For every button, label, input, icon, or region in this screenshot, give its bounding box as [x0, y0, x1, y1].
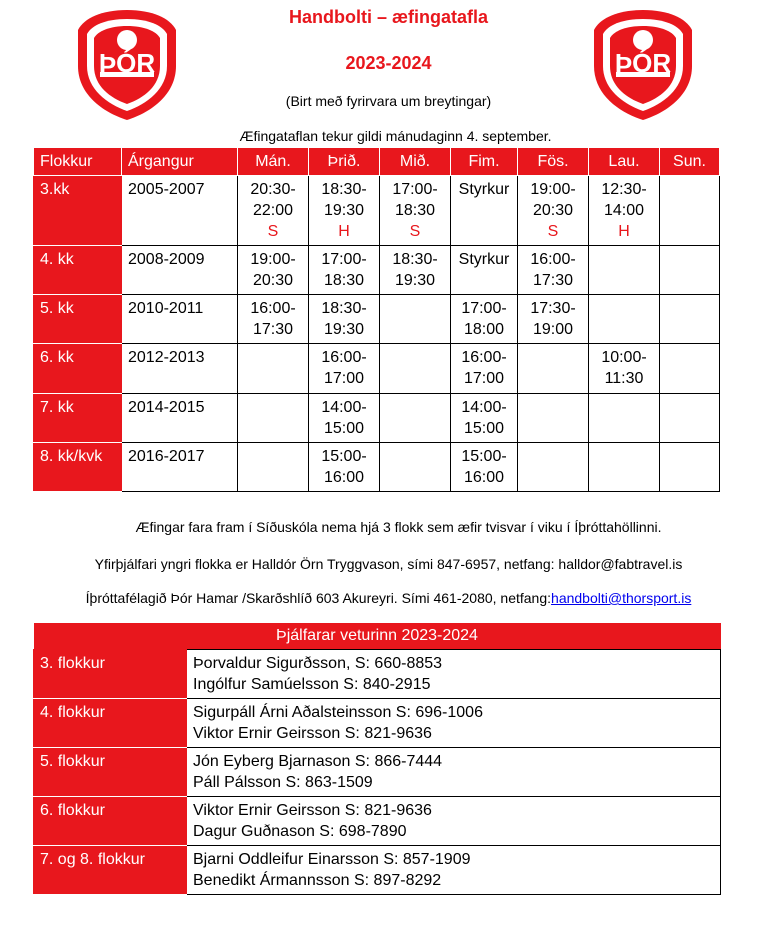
- time-cell: [451, 246, 518, 295]
- schedule-column-header: Árgangur: [122, 148, 238, 176]
- group-cell: 6. kk: [34, 344, 122, 394]
- time-cell: [660, 344, 720, 394]
- schedule-row: [34, 295, 720, 344]
- time-cell: [380, 443, 451, 492]
- time-text: 16:00-: [321, 349, 367, 366]
- location-flag: H: [338, 223, 350, 240]
- time-text: 18:00: [463, 321, 505, 338]
- time-cell: [238, 443, 309, 492]
- time-text: 14:00: [603, 202, 645, 219]
- time-text: 15:00: [463, 420, 505, 437]
- time-cell: [238, 344, 309, 394]
- disclaimer: (Birt með fyrirvara um breytingar): [285, 93, 492, 109]
- time-cell: [380, 394, 451, 443]
- time-text: 18:30: [323, 272, 365, 289]
- club-contact-note: [0, 590, 777, 606]
- coach-name: Benedikt Ármannsson S: 897-8292: [193, 872, 442, 889]
- coaches-table: [33, 623, 721, 895]
- coach-names-cell: [187, 748, 721, 797]
- time-text: 17:00-: [321, 251, 367, 268]
- time-text: 18:30: [394, 202, 436, 219]
- time-cell: [309, 246, 380, 295]
- coaches-heading: Þjálfarar veturinn 2023-2024: [34, 623, 721, 650]
- time-text: 19:30: [394, 272, 436, 289]
- time-cell: [309, 344, 380, 394]
- time-text: 14:00-: [321, 399, 367, 416]
- group-cell: 8. kk/kvk: [34, 443, 122, 492]
- coach-names-cell: [187, 699, 721, 748]
- coach-row: [34, 797, 721, 846]
- location-flag: H: [618, 223, 630, 240]
- time-cell: [518, 394, 589, 443]
- time-text: 16:00: [463, 469, 505, 486]
- coach-name: Ingólfur Samúelsson S: 840-2915: [193, 676, 431, 693]
- time-text: 18:30-: [392, 251, 438, 268]
- club-contact-text: Íþróttafélagið Þór Hamar /Skarðshlíð 603 Akureyri. Sími 461-2080, netfang:: [85, 590, 552, 606]
- time-cell: [589, 295, 660, 344]
- time-text: 15:00-: [461, 448, 507, 465]
- time-cell: [309, 394, 380, 443]
- group-cell: 5. kk: [34, 295, 122, 344]
- schedule-table: [33, 147, 720, 492]
- coach-name: Páll Pálsson S: 863-1509: [193, 774, 373, 791]
- time-cell: [518, 176, 589, 246]
- schedule-column-header: Fim.: [451, 148, 518, 176]
- time-cell: [238, 295, 309, 344]
- time-cell: [451, 443, 518, 492]
- page-title: Handbolti – æfingatafla: [288, 7, 488, 27]
- coach-name: Þorvaldur Sigurðsson, S: 660-8853: [193, 655, 443, 672]
- time-cell: [660, 295, 720, 344]
- coach-name: Dagur Guðnason S: 698-7890: [193, 823, 407, 840]
- location-flag: S: [547, 223, 559, 240]
- coach-names-cell: [187, 650, 721, 699]
- time-text: 20:30-: [250, 181, 296, 198]
- coach-name: Viktor Ernir Geirsson S: 821-9636: [193, 802, 432, 819]
- schedule-row: [34, 394, 720, 443]
- time-text: 20:30: [532, 202, 574, 219]
- location-note: Æfingar fara fram í Síðuskóla nema hjá 3 flokk sem æfir tvisvar í viku í Íþróttahöllinni.: [135, 519, 662, 535]
- schedule-column-header: Mið.: [380, 148, 451, 176]
- location-flag: S: [267, 223, 279, 240]
- time-text: 18:30-: [321, 300, 367, 317]
- location-flag: S: [409, 223, 421, 240]
- schedule-row: [34, 176, 720, 246]
- time-cell: [589, 344, 660, 394]
- logo-text: ÞÓR: [98, 48, 156, 78]
- coach-name: Viktor Ernir Geirsson S: 821-9636: [193, 725, 432, 742]
- time-cell: [451, 176, 518, 246]
- group-cell: 4. kk: [34, 246, 122, 295]
- time-cell: [451, 295, 518, 344]
- time-cell: [518, 344, 589, 394]
- time-text: 17:00: [463, 370, 505, 387]
- time-cell: [380, 295, 451, 344]
- time-cell: [451, 394, 518, 443]
- time-text: 17:00-: [392, 181, 438, 198]
- time-text: 19:30: [323, 321, 365, 338]
- time-cell: [518, 246, 589, 295]
- time-text: 19:00-: [530, 181, 576, 198]
- time-text: 16:00-: [250, 300, 296, 317]
- schedule-row: [34, 246, 720, 295]
- years-cell: 2008-2009: [122, 246, 238, 295]
- coach-group-cell: 7. og 8. flokkur: [34, 846, 187, 895]
- time-text: 17:30: [532, 272, 574, 289]
- time-text: 17:30-: [530, 300, 576, 317]
- time-cell: [660, 176, 720, 246]
- time-cell: [589, 394, 660, 443]
- schedule-row: [34, 344, 720, 394]
- years-cell: 2012-2013: [122, 344, 238, 394]
- time-cell: [380, 344, 451, 394]
- time-text: 15:00: [323, 420, 365, 437]
- time-cell: [380, 176, 451, 246]
- coach-names-cell: [187, 797, 721, 846]
- schedule-column-header: Flokkur: [34, 148, 122, 176]
- time-cell: [451, 344, 518, 394]
- coach-name: Jón Eyberg Bjarnason S: 866-7444: [193, 753, 443, 770]
- schedule-header-row: [34, 148, 720, 176]
- schedule-column-header: Lau.: [589, 148, 660, 176]
- years-cell: 2014-2015: [122, 394, 238, 443]
- logo-text: ÞÓR: [614, 48, 672, 78]
- time-text: 11:30: [604, 370, 644, 387]
- coach-name: Sigurpáll Árni Aðalsteinsson S: 696-1006: [193, 704, 483, 721]
- time-cell: [660, 394, 720, 443]
- coach-group-cell: 4. flokkur: [34, 699, 187, 748]
- time-text: 14:00-: [461, 399, 507, 416]
- time-text: Styrkur: [458, 251, 510, 268]
- years-cell: 2005-2007: [122, 176, 238, 246]
- schedule-column-header: Þrið.: [309, 148, 380, 176]
- time-cell: [660, 246, 720, 295]
- schedule-column-header: Mán.: [238, 148, 309, 176]
- time-text: 17:00-: [461, 300, 507, 317]
- coach-row: [34, 650, 721, 699]
- time-text: 18:30-: [321, 181, 367, 198]
- coach-group-cell: 6. flokkur: [34, 797, 187, 846]
- coach-names-cell: [187, 846, 721, 895]
- time-cell: [660, 443, 720, 492]
- years-cell: 2016-2017: [122, 443, 238, 492]
- time-text: 19:30: [323, 202, 365, 219]
- years-cell: 2010-2011: [122, 295, 238, 344]
- head-coach-note: Yfirþjálfari yngri flokka er Halldór Örn Tryggvason, sími 847-6957, netfang: halldor@fabtravel.is: [94, 556, 683, 572]
- schedule-column-header: Sun.: [660, 148, 720, 176]
- time-cell: [589, 246, 660, 295]
- time-text: 19:00-: [250, 251, 296, 268]
- time-cell: [380, 246, 451, 295]
- time-cell: [589, 443, 660, 492]
- season-label: 2023-2024: [345, 53, 432, 73]
- club-email-link[interactable]: handbolti@thorsport.is: [551, 590, 692, 606]
- coach-group-cell: 3. flokkur: [34, 650, 187, 699]
- time-text: 22:00: [252, 202, 294, 219]
- time-text: Styrkur: [458, 181, 510, 198]
- coach-name: Bjarni Oddleifur Einarsson S: 857-1909: [193, 851, 471, 868]
- time-cell: [589, 176, 660, 246]
- time-text: 12:30-: [601, 181, 647, 198]
- coach-row: [34, 699, 721, 748]
- coach-row: [34, 846, 721, 895]
- valid-from-note: Æfingataflan tekur gildi mánudaginn 4. september.: [239, 128, 552, 144]
- time-cell: [309, 295, 380, 344]
- time-text: 17:00: [323, 370, 365, 387]
- time-text: 17:30: [252, 321, 294, 338]
- time-cell: [518, 443, 589, 492]
- time-cell: [309, 176, 380, 246]
- time-cell: [238, 394, 309, 443]
- coach-row: [34, 748, 721, 797]
- time-text: 16:00-: [461, 349, 507, 366]
- time-cell: [518, 295, 589, 344]
- time-text: 16:00-: [530, 251, 576, 268]
- schedule-row: [34, 443, 720, 492]
- group-cell: 7. kk: [34, 394, 122, 443]
- group-cell: 3.kk: [34, 176, 122, 246]
- time-text: 15:00-: [321, 448, 367, 465]
- time-cell: [238, 246, 309, 295]
- time-text: 19:00: [532, 321, 574, 338]
- time-text: 20:30: [252, 272, 294, 289]
- time-text: 16:00: [323, 469, 365, 486]
- time-text: 10:00-: [601, 349, 647, 366]
- time-cell: [238, 176, 309, 246]
- time-cell: [309, 443, 380, 492]
- schedule-column-header: Fös.: [518, 148, 589, 176]
- coach-group-cell: 5. flokkur: [34, 748, 187, 797]
